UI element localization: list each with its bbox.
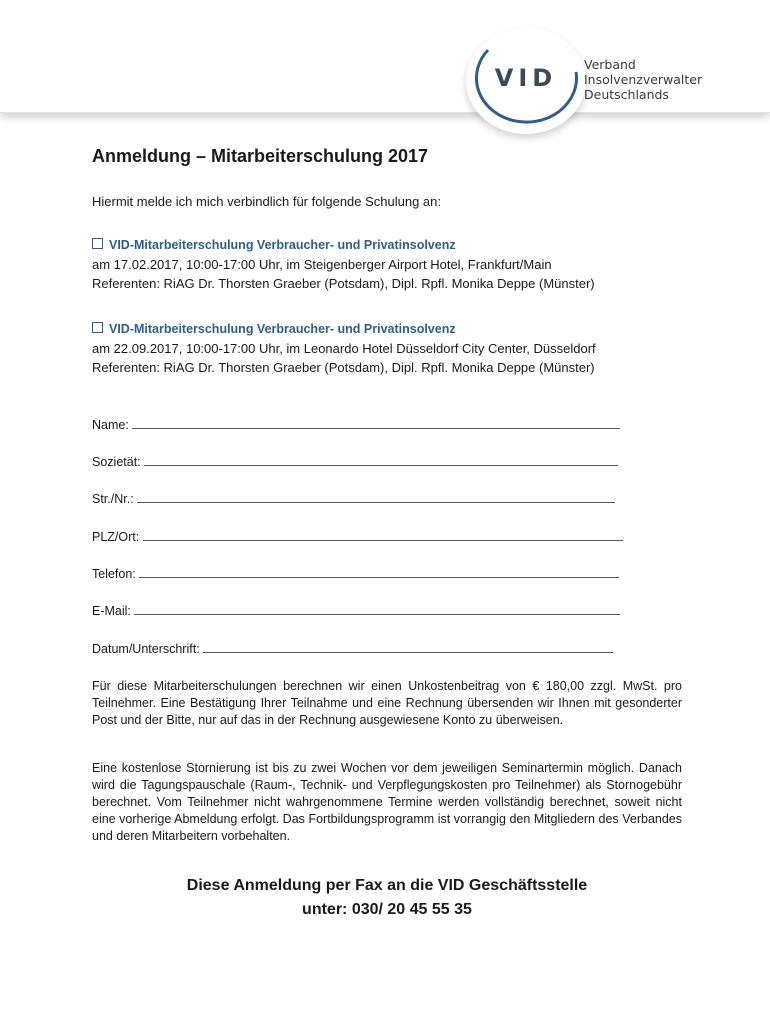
registration-form [92,146,682,918]
sozietaet-field[interactable] [92,455,618,469]
email-field[interactable] [92,604,620,618]
course-2-checkbox[interactable] [92,322,103,333]
org-line: Deutschlands [584,87,669,102]
intro-text: Hiermit melde ich mich verbindlich für folgende Schulung an: [92,194,442,209]
fax-line-1: Diese Anmeldung per Fax an die VID Geschäftsstelle [186,877,588,894]
vid-logo [466,28,596,138]
city-input-line[interactable] [143,530,623,541]
city-label: PLZ/Ort: [92,530,140,544]
course-option-2 [92,320,596,377]
street-field[interactable] [92,492,615,506]
course-2-date: am 22.09.2017, 10:00-17:00 Uhr, im Leonardo Hotel Düsseldorf City Center, Düsseldorf [92,341,596,356]
fee-paragraph: Für diese Mitarbeiterschulungen berechnen wir einen Unkostenbeitrag von € 180,00 zzgl. MwSt. pro Teilnehmer. Eine Bestätigung Ihrer Teilnahme und eine Rechnung übersenden wir Ihnen mit gesonderter Post und der Bitte, nur auf das in der Rechnung ausgewiesene Konto zu überweisen. [92,679,682,727]
course-1-date: am 17.02.2017, 10:00-17:00 Uhr, im Steigenberger Airport Hotel, Frankfurt/Main [92,257,552,272]
name-label: Name: [92,418,129,432]
name-input-line[interactable] [132,418,620,429]
city-field[interactable] [92,530,623,544]
logo-text: VID [494,64,558,92]
course-2-title: VID-Mitarbeiterschulung Verbraucher- und Privatinsolvenz [109,322,456,336]
phone-label: Telefon: [92,567,136,581]
course-2-speakers: Referenten: RiAG Dr. Thorsten Graeber (Potsdam), Dipl. Rpfl. Monika Deppe (Münster) [92,360,595,375]
page-title: Anmeldung – Mitarbeiterschulung 2017 [92,146,429,166]
cancellation-paragraph: Eine kostenlose Stornierung ist bis zu zwei Wochen vor dem jeweiligen Seminartermin möglich. Danach wird die Tagungspauschale (Raum-, Technik- und Verpflegungskosten pro Teilnehmer) als Stornogebühr berechnet. Vom Teilnehmer nicht wahrgenommene Termine werden vollständig berechnet, soweit nicht eine vorherige Abmeldung erfolgt. Das Fortbildungsprogramm ist vorrangig den Mitgliedern des Verbandes und deren Mitarbeitern vorbehalten. [92,761,682,843]
phone-field[interactable] [92,567,619,581]
email-input-line[interactable] [134,604,620,615]
name-field[interactable] [92,418,620,432]
org-line: Verband [584,57,636,72]
course-option-1 [92,236,595,293]
course-1-speakers: Referenten: RiAG Dr. Thorsten Graeber (Potsdam), Dipl. Rpfl. Monika Deppe (Münster) [92,276,595,291]
signature-field[interactable] [92,642,613,656]
signature-label: Datum/Unterschrift: [92,642,200,656]
fax-instruction [92,874,682,922]
street-label: Str./Nr.: [92,492,134,506]
street-input-line[interactable] [137,492,615,503]
fax-number: unter: 030/ 20 45 55 35 [302,901,472,918]
course-1-title: VID-Mitarbeiterschulung Verbraucher- und Privatinsolvenz [109,238,456,252]
organization-name [584,57,702,102]
course-2-heading[interactable] [92,320,596,339]
sozietaet-input-line[interactable] [144,455,618,466]
phone-input-line[interactable] [139,567,619,578]
signature-input-line[interactable] [203,642,613,653]
org-line: Insolvenzverwalter [584,72,703,87]
sozietaet-label: Sozietät: [92,455,141,469]
email-label: E-Mail: [92,604,131,618]
course-1-checkbox[interactable] [92,238,103,249]
course-1-heading[interactable] [92,236,595,255]
